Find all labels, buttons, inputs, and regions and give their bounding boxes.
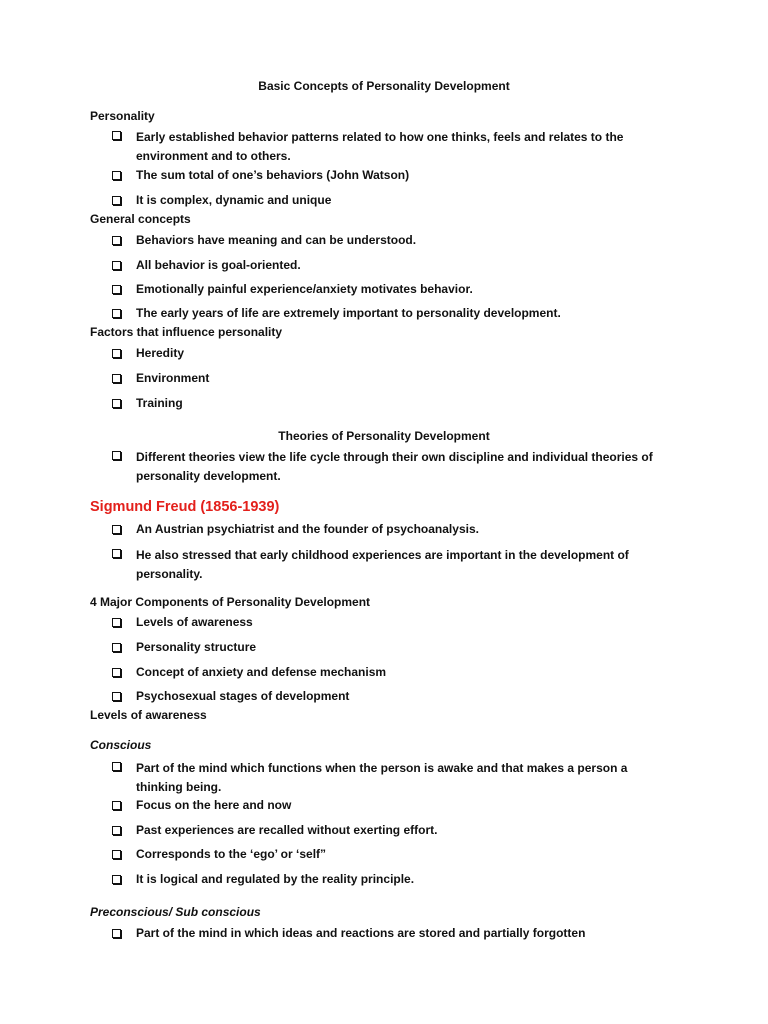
checkbox-bullet-icon [112, 131, 121, 140]
section-heading-theories: Theories of Personality Development [278, 429, 490, 443]
checkbox-bullet-icon [112, 643, 121, 652]
checkbox-bullet-icon [112, 875, 121, 884]
section-heading-freud: Sigmund Freud (1856-1939) [90, 499, 280, 515]
checkbox-bullet-icon [112, 374, 121, 383]
checkbox-bullet-icon [112, 668, 121, 677]
checkbox-bullet-icon [112, 549, 121, 558]
checkbox-bullet-icon [112, 850, 121, 859]
checkbox-bullet-icon [112, 399, 121, 408]
checkbox-bullet-icon [112, 309, 121, 318]
checkbox-bullet-icon [112, 451, 121, 460]
document-title: Basic Concepts of Personality Development [258, 79, 510, 93]
section-heading-factors: Factors that influence personality [90, 325, 283, 339]
checkbox-bullet-icon [112, 762, 121, 771]
checkbox-bullet-icon [112, 929, 121, 938]
subheading-preconscious: Preconscious/ Sub conscious [90, 905, 261, 919]
document-page: Basic Concepts of Personality Development Personality Early established behavior patterns related to how one thinks, feels and relates to the environment and to others. The sum total of one’s behaviors (John Watson) It is complex, dynamic and unique General concepts Behaviors have meaning and can be understood. All behavior is goal-oriented. Emotionally painful experience/anxiety motivates behavior. The early years of life are extremely important to personality development. Factors that influence personality Heredity Environment Training Theories of Personality Development Different theories view the life cycle through their own discipline and individual theories of personality development. Sigmund Freud (1856-1939) An Austrian psychiatrist and the founder of psychoanalysis. He also stressed that early childhood experiences are important in the development of personality. 4 Major Components of Personality Development Levels of awareness Personality structure Concept of anxiety and defense mechanism Psychosexual stages of development Levels of awareness Conscious Part of the mind which functions when the person is awake and that makes a person a thinking being. Focus on the here and now Past experiences are recalled without exerting effort. Corresponds to the ‘ego’ or ‘self” It is logical and regulated by the reality principle. Preconscious/ Sub conscious Part of the mind in which ideas and reactions are stored and partially forgotten [0, 0, 768, 1024]
checkbox-bullet-icon [112, 261, 121, 270]
subheading-conscious: Conscious [90, 738, 152, 752]
checkbox-bullet-icon [112, 801, 121, 810]
checkbox-bullet-icon [112, 171, 121, 180]
section-heading-levels: Levels of awareness [90, 708, 207, 722]
checkbox-bullet-icon [112, 692, 121, 701]
checkbox-bullet-icon [112, 618, 121, 627]
checkbox-bullet-icon [112, 285, 121, 294]
section-heading-components: 4 Major Components of Personality Development [90, 595, 371, 609]
checkbox-bullet-icon [112, 349, 121, 358]
checkbox-bullet-icon [112, 826, 121, 835]
section-heading-general: General concepts [90, 212, 191, 226]
checkbox-bullet-icon [112, 525, 121, 534]
checkbox-bullet-icon [112, 236, 121, 245]
section-heading-personality: Personality [90, 109, 155, 123]
checkbox-bullet-icon [112, 196, 121, 205]
